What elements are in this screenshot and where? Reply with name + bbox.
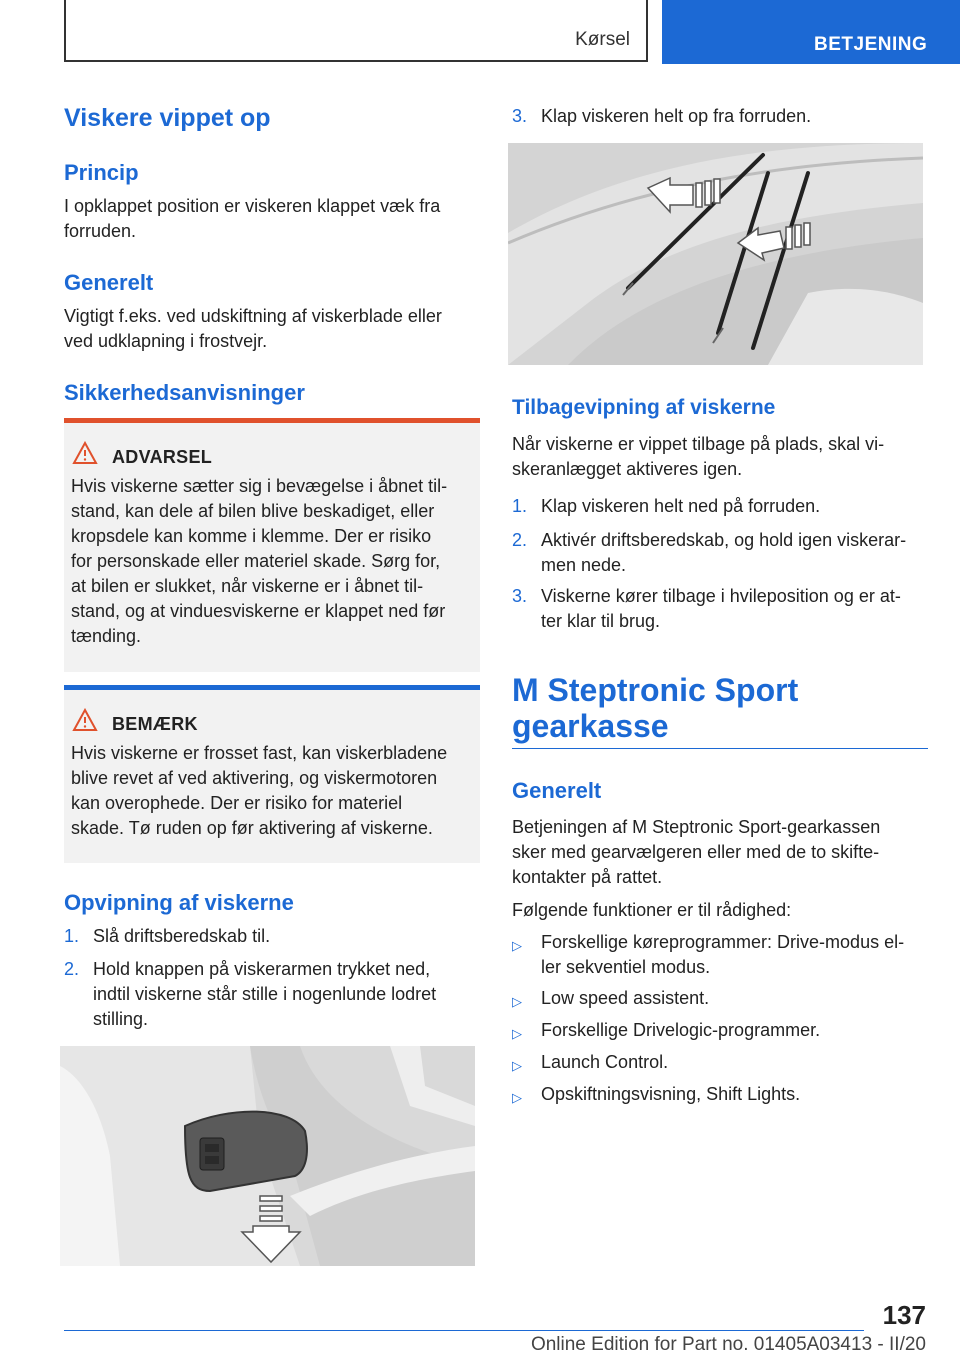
step-text-line-2: men nede. xyxy=(541,555,627,575)
triangle-bullet-icon: ▷ xyxy=(512,994,522,1009)
note-triangle-icon xyxy=(72,708,98,732)
footer-edition: Online Edition for Part no. 01405A03413 - II/20 xyxy=(530,1334,926,1355)
princip-text-line-1: I opklappet position er viskeren klappet væk fra xyxy=(64,196,441,216)
warning-triangle-icon xyxy=(72,441,98,465)
note-line-2: blive revet af ved aktivering, og viskermotoren xyxy=(71,768,438,788)
step-text-line-1: Hold knappen på viskerarmen trykket ned, xyxy=(93,959,431,979)
princip-text-line-2: forruden. xyxy=(64,221,137,241)
bullet-text: Forskellige Drivelogic-programmer. xyxy=(541,1020,821,1040)
step-number: 2. xyxy=(64,959,80,979)
step-text-line-2: indtil viskerne står stille i nogenlunde lodret xyxy=(93,984,437,1004)
step-text: Klap viskeren helt op fra forruden. xyxy=(541,106,812,126)
generelt-text-line-2: ved udklapning i frostvejr. xyxy=(64,331,268,351)
generelt-heading: Generelt xyxy=(64,270,154,295)
note-box xyxy=(64,690,480,863)
step-number: 1. xyxy=(512,496,528,516)
triangle-bullet-icon: ▷ xyxy=(512,938,522,953)
m-text-line-2: sker med gearvælgeren eller med de to skifte‐ xyxy=(512,842,880,862)
step-text: Slå driftsberedskab til. xyxy=(93,926,271,946)
warning-box xyxy=(64,423,480,672)
note-line-4: skade. Tø ruden op før aktivering af viskerne. xyxy=(71,818,433,838)
step-number: 3. xyxy=(512,106,528,126)
bullet-text-line-1: Forskellige køreprogrammer: Drive-modus el‐ xyxy=(541,932,905,952)
header-tab-label: BETJENING xyxy=(814,34,928,55)
generelt-text-line-1: Vigtigt f.eks. ved udskiftning af viskerblade eller xyxy=(64,306,442,326)
step-text-line-1: Aktivér driftsberedskab, og hold igen viskerar‐ xyxy=(541,530,907,550)
note-line-1: Hvis viskerne er frosset fast, kan viskerbladene xyxy=(71,743,448,763)
tilbage-text-line-1: Når viskerne er vippet tilbage på plads, skal vi‐ xyxy=(512,434,885,454)
step-number: 1. xyxy=(64,926,80,946)
step-number: 3. xyxy=(512,586,528,606)
wipers-raised-illustration xyxy=(508,143,923,365)
triangle-bullet-icon: ▷ xyxy=(512,1090,522,1105)
opvipning-heading: Opvipning af viskerne xyxy=(64,890,294,915)
m-text-line-3: kontakter på rattet. xyxy=(512,867,663,887)
warning-line-6: stand, og at vinduesviskerne er klappet ned før xyxy=(71,601,446,621)
wiper-arm-button-illustration xyxy=(60,1046,475,1266)
note-title: BEMÆRK xyxy=(112,714,198,734)
safety-heading: Sikkerhedsanvisninger xyxy=(64,380,305,405)
warning-line-3: kropsdele kan komme i klemme. Der er risiko xyxy=(71,526,432,546)
triangle-bullet-icon: ▷ xyxy=(512,1058,522,1073)
header-section-label: Kørsel xyxy=(575,29,630,50)
step-text-line-2: ter klar til brug. xyxy=(541,611,661,631)
step-text: Klap viskeren helt ned på forruden. xyxy=(541,496,821,516)
footer-rule xyxy=(64,1330,864,1331)
functions-intro: Følgende funktioner er til rådighed: xyxy=(512,900,792,920)
warning-line-2: stand, kan dele af bilen blive beskadiget, eller xyxy=(71,501,435,521)
title-rule xyxy=(512,748,928,749)
bullet-text-line-2: ler sekventiel modus. xyxy=(541,957,711,977)
bullet-text: Low speed assistent. xyxy=(541,988,710,1008)
m-generelt-heading: Generelt xyxy=(512,778,602,803)
warning-line-4: for personskade eller materiel skade. Sørg for, xyxy=(71,551,441,571)
step-text-line-1: Viskerne kører tilbage i hvileposition og er at‐ xyxy=(541,586,901,606)
m-text-line-1: Betjeningen af M Steptronic Sport-gearkassen xyxy=(512,817,881,837)
page-number: 137 xyxy=(882,1300,926,1330)
section-title: Viskere vippet op xyxy=(64,104,271,132)
m-steptronic-title-line-2: gearkasse xyxy=(512,708,669,744)
bullet-text: Opskiftningsvisning, Shift Lights. xyxy=(541,1084,801,1104)
warning-line-1: Hvis viskerne sætter sig i bevægelse i åbnet til‐ xyxy=(71,476,448,496)
warning-line-7: tænding. xyxy=(71,626,142,646)
princip-heading: Princip xyxy=(64,160,139,185)
note-line-3: kan overophede. Der er risiko for materiel xyxy=(71,793,403,813)
warning-line-5: at bilen er slukket, når viskerne er i åbnet til‐ xyxy=(71,576,424,596)
tilbage-text-line-2: skeranlægget aktiveres igen. xyxy=(512,459,743,479)
step-text-line-3: stilling. xyxy=(93,1009,149,1029)
m-steptronic-title-line-1: M Steptronic Sport xyxy=(512,672,799,708)
step-number: 2. xyxy=(512,530,528,550)
tilbage-heading: Tilbagevipning af viskerne xyxy=(512,396,776,419)
bullet-text: Launch Control. xyxy=(541,1052,669,1072)
triangle-bullet-icon: ▷ xyxy=(512,1026,522,1041)
header-section-box xyxy=(64,0,648,62)
warning-title: ADVARSEL xyxy=(112,447,213,467)
header-tab xyxy=(662,0,960,64)
